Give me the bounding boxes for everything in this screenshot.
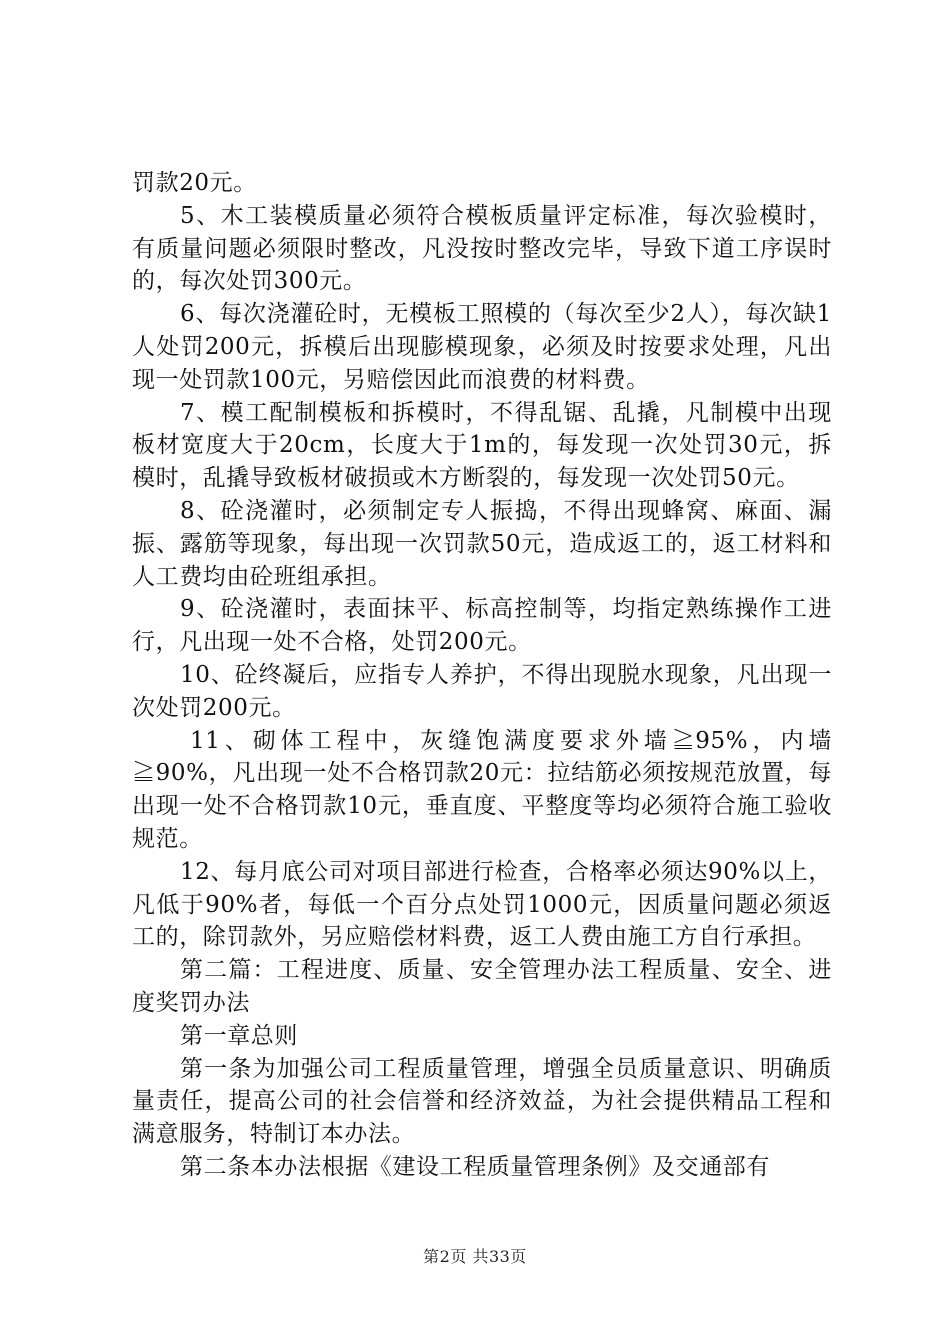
paragraph-item-5: 5、木工装模质量必须符合模板质量评定标准，每次验模时，有质量问题必须限时整改，凡没按时整改完毕，导致下道工序误时的，每次处罚300元。 bbox=[132, 202, 832, 295]
paragraph-item-7: 7、模工配制模板和拆模时，不得乱锯、乱撬，凡制模中出现板材宽度大于20cm，长度大于1m的，每发现一次处罚30元，拆模时，乱撬导致板材破损或木方断裂的，每发现一次处罚50元。 bbox=[132, 399, 832, 492]
paragraph-item-10: 10、砼终凝后，应指专人养护，不得出现脱水现象，凡出现一次处罚200元。 bbox=[132, 661, 832, 721]
chapter-heading-general: 第一章总则 bbox=[180, 1022, 298, 1049]
article-2-paragraph: 第二条本办法根据《建设工程质量管理条例》及交通部有 bbox=[180, 1153, 770, 1180]
section-heading-part-two: 第二篇：工程进度、质量、安全管理办法工程质量、安全、进度奖罚办法 bbox=[132, 957, 832, 1016]
paragraph-continuation: 罚款20元。 bbox=[132, 170, 257, 196]
page-number-footer: 第2页 共33页 bbox=[423, 1247, 527, 1266]
paragraph-item-6: 6、每次浇灌砼时，无模板工照模的（每次至少2人），每次缺1人处罚200元，拆模后出现膨模现象，必须及时按要求处理，凡出现一处罚款100元，另赔偿因此而浪费的材料费。 bbox=[132, 301, 832, 393]
paragraph-item-8: 8、砼浇灌时，必须制定专人振捣，不得出现蜂窝、麻面、漏振、露筋等现象，每出现一次罚款50元，造成返工的，返工材料和人工费均由砼班组承担。 bbox=[132, 497, 832, 590]
article-1-paragraph: 第一条为加强公司工程质量管理，增强全员质量意识、明确质量责任，提高公司的社会信誉和经济效益，为社会提供精品工程和满意服务，特制订本办法。 bbox=[132, 1055, 832, 1148]
paragraph-item-9: 9、砼浇灌时，表面抹平、标高控制等，均指定熟练操作工进行，凡出现一处不合格，处罚200元。 bbox=[132, 596, 832, 656]
document-body bbox=[132, 167, 832, 1184]
paragraph-item-12: 12、每月底公司对项目部进行检查，合格率必须达90%以上，凡低于90%者，每低一个百分点处罚1000元，因质量问题必须返工的，除罚款外，另应赔偿材料费，返工人费由施工方自行承担。 bbox=[132, 858, 832, 951]
paragraph-item-11: 11、砌体工程中，灰缝饱满度要求外墙≧95%，内墙≧90%，凡出现一处不合格罚款20元：拉结筋必须按规范放置，每出现一处不合格罚款10元，垂直度、平整度等均必须符合施工验收规范。 bbox=[132, 727, 832, 852]
